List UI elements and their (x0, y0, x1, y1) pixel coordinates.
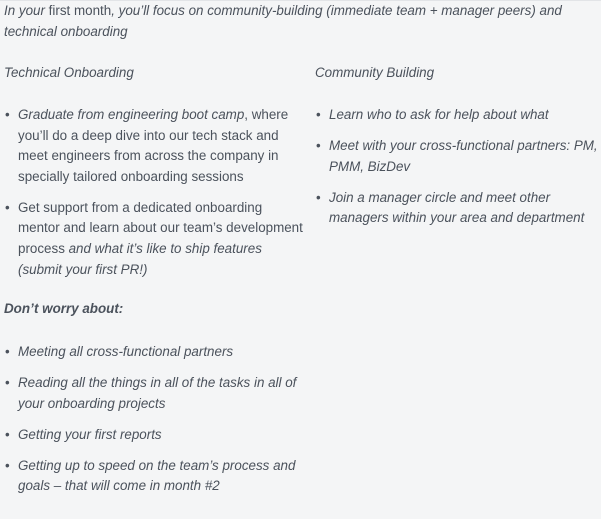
bullet-icon: • (5, 199, 10, 215)
list-item-text: and what it’s like to ship features (submit your first PR!) (18, 240, 262, 277)
intro-text-first-month: first month (48, 3, 112, 18)
list-item (4, 373, 304, 414)
bullet-icon: • (316, 137, 321, 153)
technical-onboarding-heading: Technical Onboarding (4, 65, 134, 80)
list-item (315, 105, 600, 126)
dont-worry-list (4, 342, 304, 497)
bullet-icon: • (316, 189, 321, 205)
bullet-icon: • (316, 107, 321, 122)
list-item-text: Getting your first reports (18, 426, 162, 442)
bullet-icon: • (5, 426, 10, 442)
community-building-heading: Community Building (315, 65, 435, 80)
list-item (4, 105, 304, 187)
list-item (4, 456, 304, 497)
bullet-icon: • (5, 374, 10, 390)
list-item (4, 198, 304, 280)
community-building-list (315, 105, 600, 229)
technical-onboarding-list (4, 105, 304, 280)
list-item-text: Reading all the things in all of the tasks in all of your onboarding projects (18, 374, 297, 411)
list-item-text: Get support from a dedicated onboarding mentor and learn about our team’s development process (18, 199, 303, 256)
bullet-icon: • (5, 457, 10, 473)
dont-worry-heading: Don’t worry about: (4, 301, 124, 316)
intro-paragraph (4, 1, 579, 42)
bullet-icon: • (5, 344, 10, 359)
list-item (315, 136, 600, 177)
community-building-column (315, 63, 600, 239)
list-item-text: Getting up to speed on the team’s process and goals – that will come in month #2 (18, 457, 296, 494)
bullet-icon: • (5, 107, 10, 122)
intro-text-part3: , you’ll focus on community-building (immediate team + manager peers) and technical onboarding (4, 3, 562, 39)
intro-text-part1: In your (4, 3, 49, 18)
list-item-text: Learn who to ask for help about what (329, 107, 549, 122)
list-item-text: Graduate from engineering boot camp (18, 107, 245, 122)
list-item (4, 425, 304, 446)
technical-onboarding-column (4, 63, 304, 291)
list-item-text: Meeting all cross-functional partners (18, 344, 234, 359)
list-item (4, 342, 304, 363)
list-item-text: Meet with your cross-functional partners: PM, PMM, BizDev (329, 137, 598, 174)
list-item (315, 188, 600, 229)
list-item-text: Join a manager circle and meet other managers within your area and department (329, 189, 585, 226)
dont-worry-column (4, 342, 304, 507)
list-item-text: , where you’ll do a deep dive into our tech stack and meet engineers from across the company in specially tailored onboarding sessions (18, 107, 289, 184)
